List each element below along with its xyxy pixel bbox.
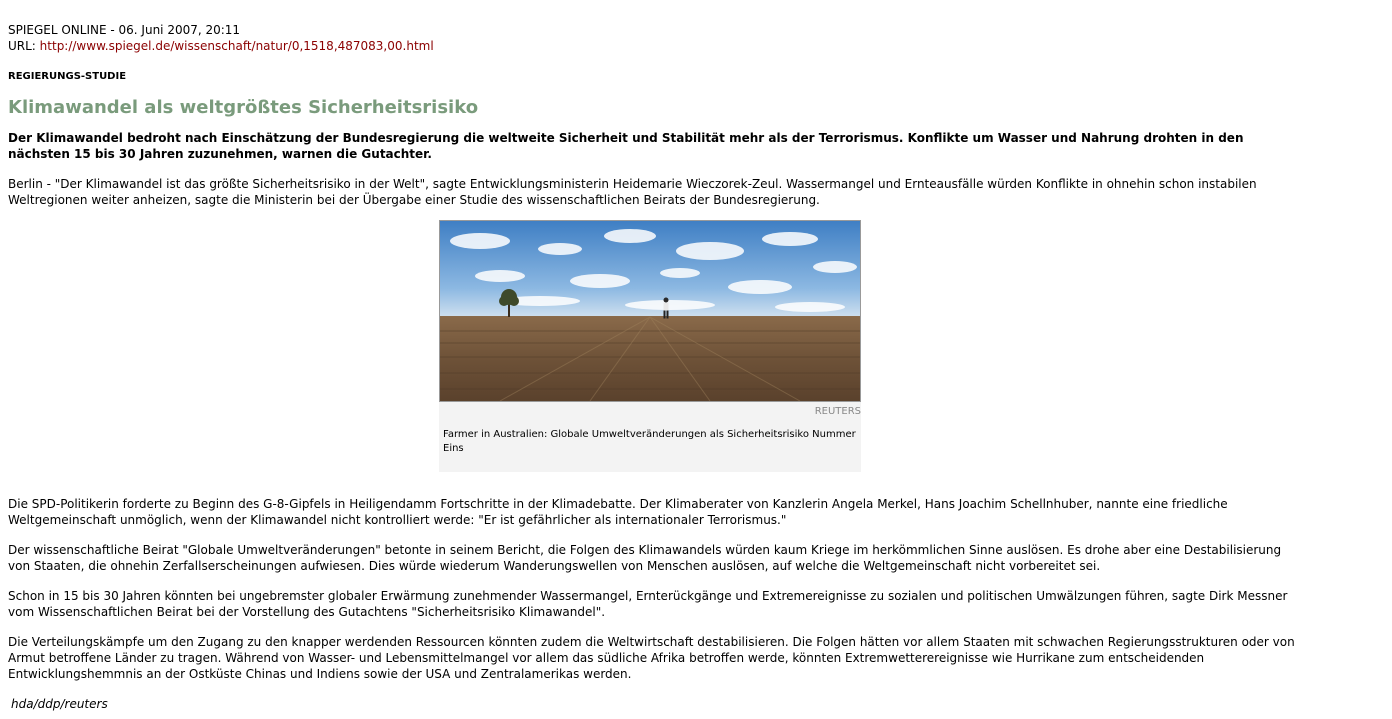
url-label: URL: — [8, 39, 40, 53]
article-url-link[interactable]: http://www.spiegel.de/wissenschaft/natur/0,1518,487083,00.html — [39, 39, 434, 53]
source-date-line: SPIEGEL ONLINE - 06. Juni 2007, 20:11 — [8, 23, 241, 37]
article-source: hda/ddp/reuters — [11, 697, 108, 711]
photo-credit: REUTERS — [814, 406, 861, 417]
article-paragraph-1: Berlin - "Der Klimawandel ist das größte Sicherheitsrisiko in der Welt", sagte Entwicklungsministerin Heidemarie Wieczorek-Zeul. Wassermangel und Ernteausfälle würden Konflikte in ohnehin schon instabilen Weltregionen weiter anheizen, sagte die Ministerin bei der Übergabe einer Studie des wissenschaftlichen Beirats der Bundesregierung. — [8, 177, 1257, 207]
farmer-field-photo — [439, 220, 861, 402]
url-line — [8, 38, 1308, 54]
article-intro: Der Klimawandel bedroht nach Einschätzung der Bundesregierung die weltweite Sicherheit und Stabilität mehr als der Terrorismus. Konflikte um Wasser und Nahrung drohten in den nächsten 15 bis 30 Jahren zuzunehmen, warnen die Gutachter. — [8, 131, 1244, 161]
article-page — [8, 22, 1308, 712]
photo-caption: Farmer in Australien: Globale Umweltveränderungen als Sicherheitsrisiko Nummer Eins — [443, 429, 856, 454]
article-paragraph-3: Der wissenschaftliche Beirat "Globale Umweltveränderungen" betonte in seinem Bericht, die Folgen des Klimawandels würden kaum Kriege im herkömmlichen Sinne auslösen. Es drohe aber eine Destabilisierung von Staaten, die ohnehin Zerfallserscheinungen aufwiesen. Dies würde wiederum Wanderungswellen von Menschen auslösen, auf welche die Weltgemeinschaft nicht vorbereitet sei. — [8, 543, 1282, 573]
article-paragraph-4: Schon in 15 bis 30 Jahren könnten bei ungebremster globaler Erwärmung zunehmender Wassermangel, Ernterückgänge und Extremereignisse zu sozialen und politischen Umwälzungen führen, sagte Dirk Messner vom Wissenschaftlichen Beirat bei der Vorstellung des Gutachtens "Sicherheitsrisiko Klimawandel". — [8, 589, 1288, 619]
article-figure — [439, 220, 861, 472]
article-paragraph-2: Die SPD-Politikerin forderte zu Beginn des G-8-Gipfels in Heiligendamm Fortschritte in der Klimadebatte. Der Klimaberater von Kanzlerin Angela Merkel, Hans Joachim Schellnhuber, nannte eine friedliche Weltgemeinschaft unmöglich, wenn der Klimawandel nicht kontrolliert werde: "Er ist gefährlicher als internationaler Terrorismus." — [8, 497, 1228, 527]
article-headline: Klimawandel als weltgrößtes Sicherheitsrisiko — [8, 97, 479, 118]
article-kicker: REGIERUNGS-STUDIE — [8, 71, 127, 82]
article-paragraph-5: Die Verteilungskämpfe um den Zugang zu den knapper werdenden Ressourcen könnten zudem die Weltwirtschaft destabilisieren. Die Folgen hätten vor allem Staaten mit schwachen Regierungsstrukturen oder von Armut betroffene Länder zu tragen. Während von Wasser- und Lebensmittelmangel vor allem das südliche Afrika betroffen werde, könnten Extremwetterereignisse wie Hurrikane zum entscheidenden Entwicklungshemmnis an der Ostküste Chinas und Indiens sowie der USA und Zentralamerikas werden. — [8, 635, 1295, 681]
